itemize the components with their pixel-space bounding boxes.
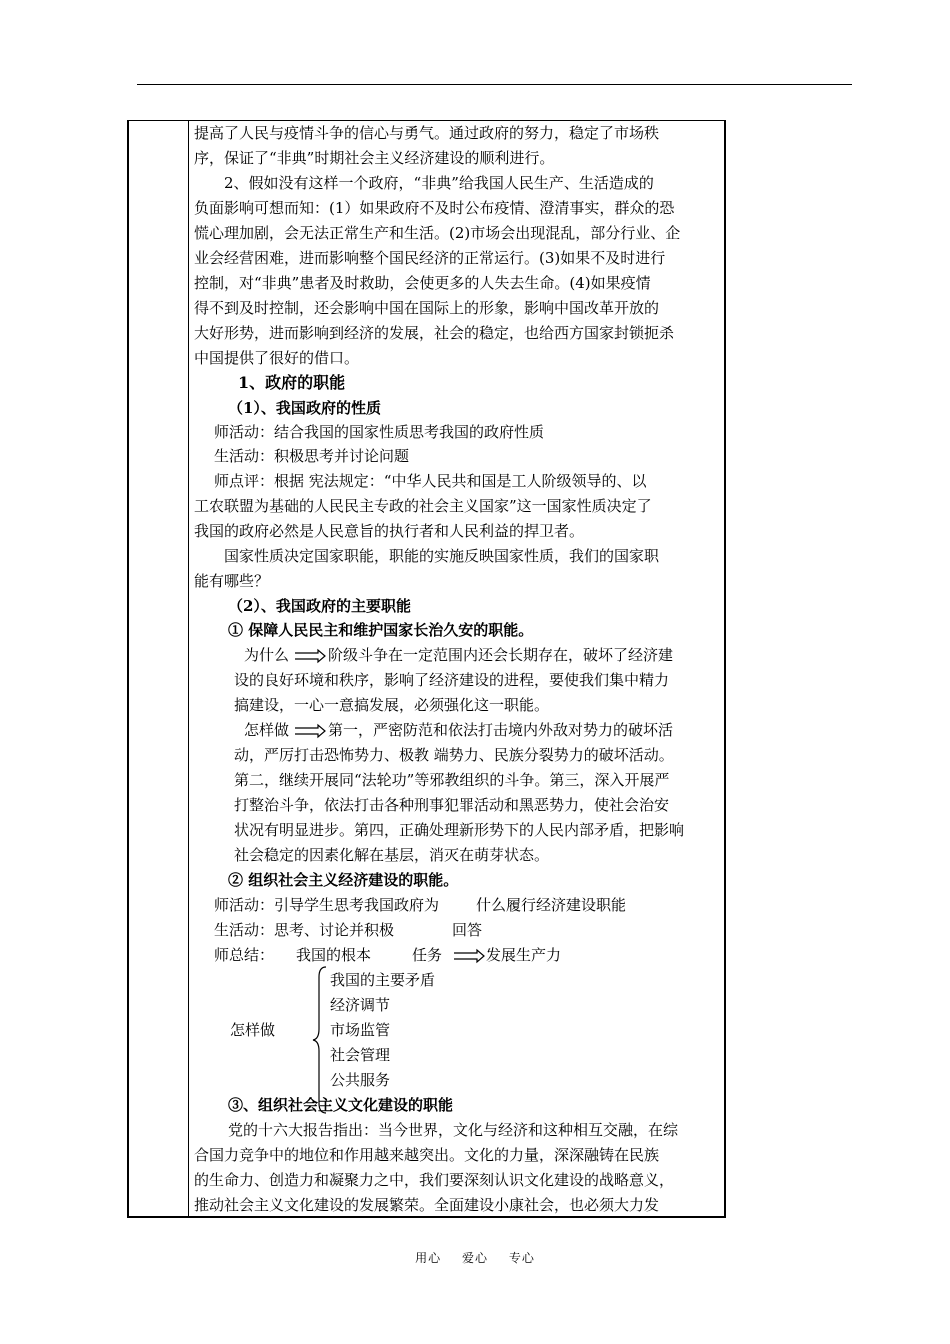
heading-government-nature: （1）、我国政府的性质 <box>228 399 381 417</box>
how-item: 我国的主要矛盾 <box>330 971 436 989</box>
arrow-right-icon <box>294 724 326 738</box>
page-footer <box>0 1249 950 1266</box>
para-culture-line: 的生命力、创造力和凝聚力之中，我们要深刻认识文化建设的战略意义， <box>194 1171 675 1189</box>
root-task-result: 发展生产力 <box>486 946 562 964</box>
teacher-comment-line: 工农联盟为基础的人民民主专政的社会主义国家”这一国家性质决定了 <box>194 497 652 515</box>
how-item: 市场监管 <box>330 1021 391 1039</box>
arrow-right-icon <box>294 649 326 663</box>
root-task-cont: 任务 <box>412 946 443 964</box>
heading-government-functions: 1、政府的职能 <box>238 373 346 392</box>
arrow-right-icon <box>453 949 485 963</box>
teacher-summary-label: 师总结： <box>214 946 275 964</box>
para-2-line: 业会经营困难，进而影响整个国民经济的正常运行。(3)如果不及时进行 <box>194 249 666 267</box>
function-3-title: ③、组织社会主义文化建设的职能 <box>228 1096 454 1114</box>
root-task: 我国的根本 <box>296 946 372 964</box>
teacher-activity-2-cont: 什么履行经济建设职能 <box>476 896 627 914</box>
how-text-line: 打整治斗争，依法打击各种刑事犯罪活动和黑恶势力，使社会治安 <box>234 796 670 814</box>
why-text-line: 搞建设，一心一意搞发展，必须强化这一职能。 <box>234 696 550 714</box>
teacher-activity-2: 师活动：引导学生思考我国政府为 <box>214 896 440 914</box>
heading-main-functions: （2）、我国政府的主要职能 <box>228 597 411 615</box>
teacher-comment-line: 我国的政府必然是人民意旨的执行者和人民利益的捍卫者。 <box>194 522 585 540</box>
how-item: 公共服务 <box>330 1071 391 1089</box>
footer-word: 爱心 <box>461 1251 488 1265</box>
para-state-line: 国家性质决定国家职能，职能的实施反映国家性质，我们的国家职 <box>224 547 660 565</box>
header-rule <box>137 84 852 85</box>
function-2-title: ② 组织社会主义经济建设的职能。 <box>228 871 459 889</box>
column-divider <box>188 121 189 1216</box>
teacher-activity: 师活动：结合我国的国家性质思考我国的政府性质 <box>214 423 545 441</box>
lesson-table <box>127 120 726 1218</box>
how-label: 怎样做 <box>244 721 290 739</box>
para-2-line: 得不到及时控制，还会影响中国在国际上的形象，影响中国改革开放的 <box>194 299 660 317</box>
para-culture-line: 合国力竞争中的地位和作用越来越突出。文化的力量，深深融铸在民族 <box>194 1146 660 1164</box>
footer-word: 用心 <box>415 1251 442 1265</box>
student-activity-2: 生活动：思考、讨论并积极 <box>214 921 395 939</box>
para-2-line: 负面影响可想而知：(1）如果政府不及时公布疫情、澄清事实，群众的恐 <box>194 199 675 217</box>
para-2-line: 控制，对“非典”患者及时救助，会使更多的人失去生命。(4)如果疫情 <box>194 274 651 292</box>
curly-brace-icon <box>312 965 328 1115</box>
how-text-line: 社会稳定的因素化解在基层，消灭在萌芽状态。 <box>234 846 550 864</box>
how-text-line: 第一，严密防范和依法打击境内外敌对势力的破坏活 <box>328 721 674 739</box>
how-item: 社会管理 <box>330 1046 391 1064</box>
para-culture-line: 推动社会主义文化建设的发展繁荣。全面建设小康社会，也必须大力发 <box>194 1196 660 1214</box>
how-label-2: 怎样做 <box>230 1021 276 1039</box>
why-text-line: 阶级斗争在一定范围内还会长期存在，破坏了经济建 <box>328 646 674 664</box>
para-2-line: 慌心理加剧，会无法正常生产和生活。(2)市场会出现混乱，部分行业、企 <box>194 224 681 242</box>
student-activity-2-cont: 回答 <box>452 921 483 939</box>
how-text-line: 第二，继续开展同“法轮功”等邪教组织的斗争。第三，深入开展严 <box>234 771 670 789</box>
how-text-line: 动，严厉打击恐怖势力、极教 端势力、民族分裂势力的破坏活动。 <box>234 746 674 764</box>
student-activity: 生活动：积极思考并讨论问题 <box>214 447 410 465</box>
para-2-line: 中国提供了很好的借口。 <box>194 349 360 367</box>
para-2-line: 2、假如没有这样一个政府，“非典”给我国人民生产、生活造成的 <box>224 174 654 192</box>
how-item: 经济调节 <box>330 996 391 1014</box>
how-text-line: 状况有明显进步。第四，正确处理新形势下的人民内部矛盾，把影响 <box>234 821 685 839</box>
why-text-line: 设的良好环境和秩序，影响了经济建设的进程，要使我们集中精力 <box>234 671 670 689</box>
para-2-line: 大好形势，进而影响到经济的发展，社会的稳定，也给西方国家封锁扼杀 <box>194 324 675 342</box>
teacher-comment-line: 师点评：根据 宪法规定：“中华人民共和国是工人阶级领导的、以 <box>214 472 647 490</box>
para-culture-line: 党的十六大报告指出：当今世界，文化与经济和这种相互交融，在综 <box>228 1121 679 1139</box>
para-state-line: 能有哪些？ <box>194 572 270 590</box>
para-intro-line: 序，保证了“非典”时期社会主义经济建设的顺利进行。 <box>194 149 555 167</box>
para-intro-line: 提高了人民与疫情斗争的信心与勇气。通过政府的努力，稳定了市场秩 <box>194 124 660 142</box>
why-label: 为什么 <box>244 646 290 664</box>
footer-word: 专心 <box>508 1251 535 1265</box>
function-1-title: ① 保障人民民主和维护国家长治久安的职能。 <box>228 621 534 639</box>
